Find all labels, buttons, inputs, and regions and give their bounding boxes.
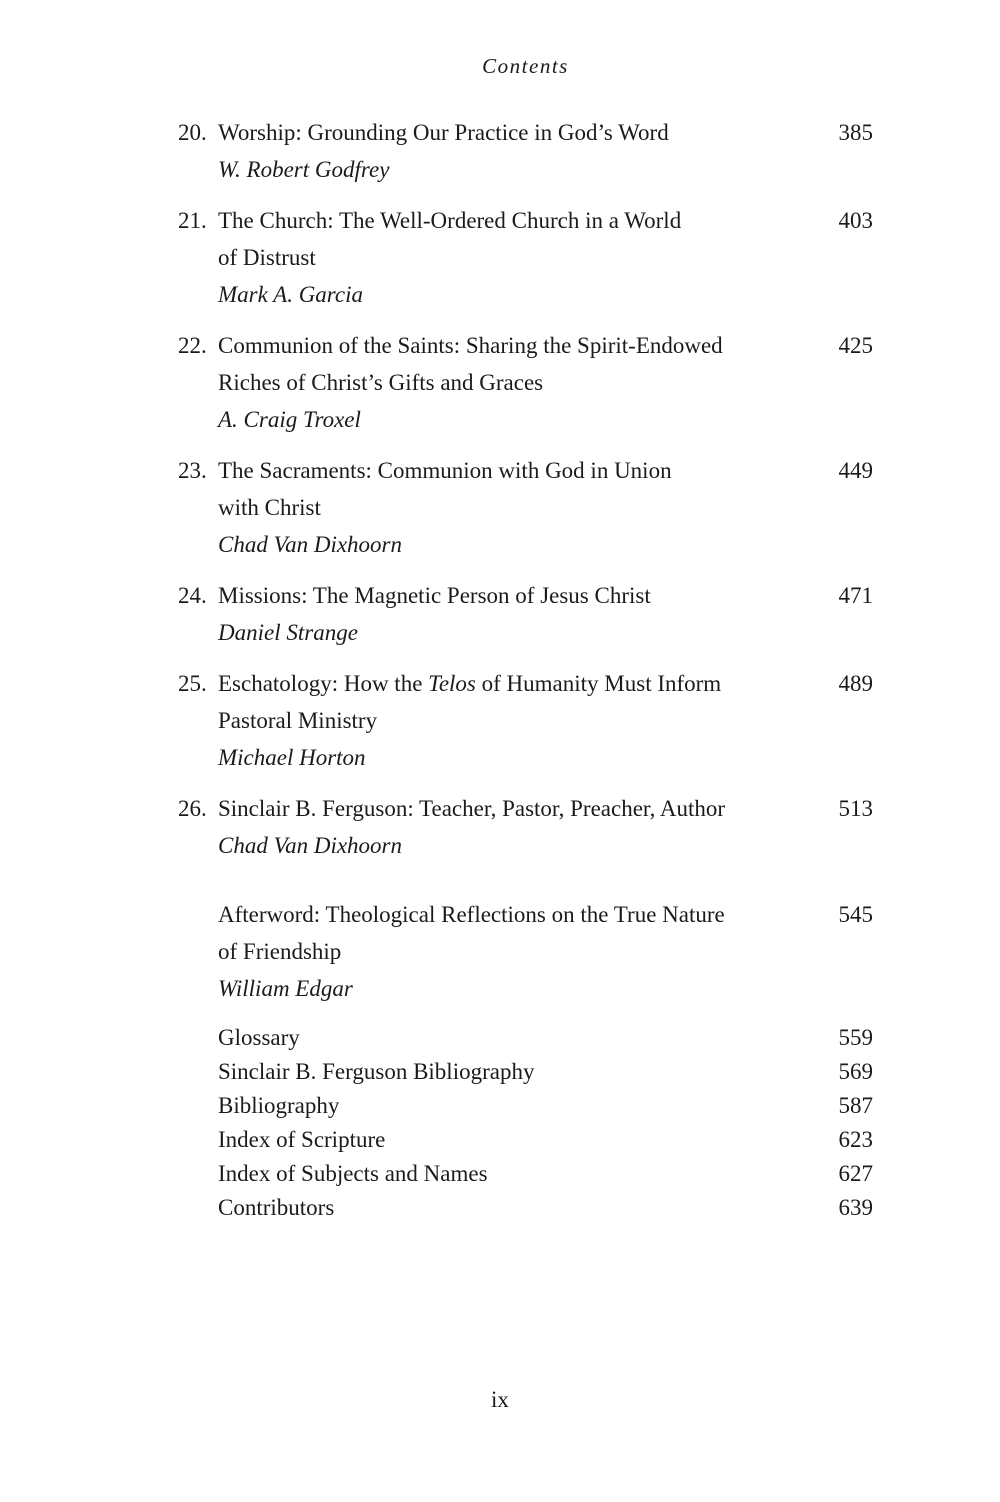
chapter-title-line: Communion of the Saints: Sharing the Spirit-Endowed	[218, 333, 723, 358]
chapter-body	[218, 327, 817, 438]
toc-entry-24	[178, 577, 873, 651]
chapter-number: 21.	[178, 208, 207, 233]
chapter-page-number: 449	[838, 458, 873, 483]
afterword-page-number: 545	[838, 902, 873, 927]
chapter-body	[218, 790, 817, 864]
chapter-author: Mark A. Garcia	[218, 282, 364, 307]
chapter-title-line: Worship: Grounding Our Practice in God’s Word	[218, 120, 669, 145]
chapter-page-number: 425	[838, 333, 873, 358]
back-matter-page-number: 627	[838, 1161, 873, 1186]
back-matter-page-number: 587	[838, 1093, 873, 1118]
chapter-page-number: 471	[838, 583, 873, 608]
chapter-page-number: 385	[838, 120, 873, 145]
back-matter-title: Index of Scripture	[218, 1127, 386, 1152]
toc-afterword	[178, 896, 873, 1007]
back-matter-list	[178, 1021, 873, 1225]
chapter-title-line: Riches of Christ’s Gifts and Graces	[218, 370, 544, 395]
chapter-author: W. Robert Godfrey	[218, 157, 390, 182]
chapter-number: 20.	[178, 120, 207, 145]
chapter-title-line: with Christ	[218, 495, 321, 520]
back-matter-item-bibliography	[178, 1089, 873, 1123]
back-matter-item-index-scripture	[178, 1123, 873, 1157]
chapter-title-line: The Sacraments: Communion with God in Union	[218, 458, 672, 483]
chapter-number: 23.	[178, 458, 207, 483]
back-matter-page-number: 559	[838, 1025, 873, 1050]
chapter-author: Chad Van Dixhoorn	[218, 532, 402, 557]
title-text: Eschatology: How the	[218, 671, 429, 696]
back-matter-page-number: 569	[838, 1059, 873, 1084]
back-matter-item-contributors	[178, 1191, 873, 1225]
table-of-contents	[178, 114, 873, 1225]
back-matter-item-glossary	[178, 1021, 873, 1055]
chapter-body	[218, 114, 817, 188]
chapter-page-number: 489	[838, 671, 873, 696]
page-folio: ix	[491, 1387, 509, 1412]
chapter-author: A. Craig Troxel	[218, 407, 361, 432]
chapter-title-line	[218, 665, 817, 702]
toc-entry-25	[178, 665, 873, 776]
back-matter-title: Contributors	[218, 1195, 335, 1220]
toc-entry-20	[178, 114, 873, 188]
chapter-title-line: Sinclair B. Ferguson: Teacher, Pastor, Preacher, Author	[218, 796, 726, 821]
chapter-body	[218, 577, 817, 651]
title-italic-word: Telos	[428, 671, 476, 696]
back-matter-title: Glossary	[218, 1025, 300, 1050]
chapter-title-line: Pastoral Ministry	[218, 708, 378, 733]
chapter-title-line: The Church: The Well-Ordered Church in a World	[218, 208, 682, 233]
title-text: of Humanity Must Inform	[475, 671, 722, 696]
chapter-number: 25.	[178, 671, 207, 696]
back-matter-title: Bibliography	[218, 1093, 340, 1118]
toc-entry-21	[178, 202, 873, 313]
chapter-body	[218, 896, 817, 1007]
chapter-author: Daniel Strange	[218, 620, 358, 645]
chapter-number: 22.	[178, 333, 207, 358]
back-matter-page-number: 623	[838, 1127, 873, 1152]
chapter-body	[218, 665, 817, 776]
chapter-number: 26.	[178, 796, 207, 821]
back-matter-page-number: 639	[838, 1195, 873, 1220]
toc-entry-23	[178, 452, 873, 563]
back-matter-title: Index of Subjects and Names	[218, 1161, 488, 1186]
chapter-title-line: Missions: The Magnetic Person of Jesus Christ	[218, 583, 651, 608]
afterword-title-line: of Friendship	[218, 939, 342, 964]
toc-entry-26	[178, 790, 873, 864]
chapter-number: 24.	[178, 583, 207, 608]
chapter-title-line: of Distrust	[218, 245, 316, 270]
chapter-body	[218, 452, 817, 563]
back-matter-item-ferguson-bibliography	[178, 1055, 873, 1089]
toc-entry-22	[178, 327, 873, 438]
back-matter-title: Sinclair B. Ferguson Bibliography	[218, 1059, 535, 1084]
page-header: Contents	[482, 54, 569, 78]
chapter-page-number: 513	[838, 796, 873, 821]
afterword-author: William Edgar	[218, 976, 353, 1001]
afterword-title-line: Afterword: Theological Reflections on the True Nature	[218, 902, 725, 927]
chapter-author: Chad Van Dixhoorn	[218, 833, 402, 858]
back-matter-item-index-subjects	[178, 1157, 873, 1191]
chapter-author: Michael Horton	[218, 745, 366, 770]
chapter-body	[218, 202, 817, 313]
chapter-page-number: 403	[838, 208, 873, 233]
